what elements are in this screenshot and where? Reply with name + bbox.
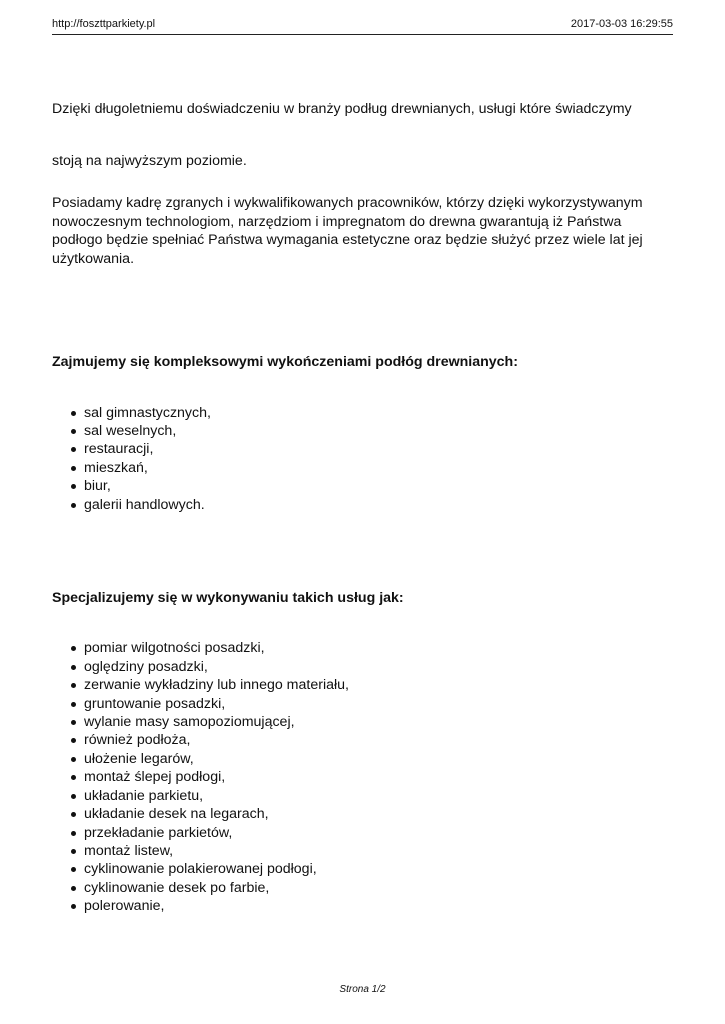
bullet-icon: [71, 757, 76, 762]
list-item: sal gimnastycznych,: [71, 404, 682, 422]
bullet-icon: [71, 886, 76, 891]
staff-paragraph-line: podłogo będzie spełniać Państwa wymagania estetyczne oraz będzie służyć przez wiele lat jej: [52, 232, 643, 248]
list-item: cyklinowanie polakierowanej podłogi,: [71, 860, 682, 878]
bullet-icon: [71, 503, 76, 508]
list-item: pomiar wilgotności posadzki,: [71, 639, 682, 657]
intro-paragraph-continued: stoją na najwyższym poziomie.: [52, 152, 247, 169]
bullet-icon: [71, 812, 76, 817]
list-item: cyklinowanie desek po farbie,: [71, 879, 682, 897]
list-item: ułożenie legarów,: [71, 750, 682, 768]
list-item: układanie parkietu,: [71, 787, 682, 805]
staff-paragraph-line: nowoczesnym technologiom, narzędziom i impregnatom do drewna gwarantują iż Państwa: [52, 213, 622, 230]
list-item: galerii handlowych.: [71, 496, 682, 514]
list-item: układanie desek na legarach,: [71, 805, 682, 823]
bullet-icon: [71, 794, 76, 799]
header-timestamp: 2017-03-03 16:29:55: [570, 18, 673, 30]
staff-paragraph: [52, 194, 682, 268]
bullet-icon: [71, 831, 76, 836]
staff-paragraph-line: użytkowania.: [52, 250, 135, 267]
bullet-icon: [71, 665, 76, 670]
list-item: mieszkań,: [71, 459, 682, 477]
list-item: również podłoża,: [71, 731, 682, 749]
header-url: http://foszttparkiety.pl: [52, 18, 156, 30]
list-item: wylanie masy samopoziomującej,: [71, 713, 682, 731]
bullet-icon: [71, 429, 76, 434]
section-heading-services: Specjalizujemy się w wykonywaniu takich usług jak:: [52, 589, 404, 606]
list-item: montaż listew,: [71, 842, 682, 860]
staff-paragraph-line: Posiadamy kadrę zgranych i wykwalifikowanych pracowników, którzy dzięki wykorzystywanym: [52, 195, 643, 211]
section-heading-finishing: Zajmujemy się kompleksowymi wykończeniami podłóg drewnianych:: [52, 354, 518, 370]
list-item: polerowanie,: [71, 897, 682, 915]
bullet-icon: [71, 466, 76, 471]
list-item: sal weselnych,: [71, 422, 682, 440]
bullet-icon: [71, 849, 76, 854]
list-item: gruntowanie posadzki,: [71, 695, 682, 713]
intro-paragraph: Dzięki długoletniemu doświadczeniu w branży podług drewnianych, usługi które świadczymy: [52, 101, 632, 117]
bullet-icon: [71, 411, 76, 416]
bullet-icon: [71, 867, 76, 872]
bullet-icon: [71, 775, 76, 780]
list-item: restauracji,: [71, 440, 682, 458]
document-body: [52, 100, 682, 916]
bullet-icon: [71, 683, 76, 688]
bullet-icon: [71, 702, 76, 707]
finishing-list: [52, 404, 682, 514]
page-header: [52, 16, 673, 35]
bullet-icon: [71, 646, 76, 651]
bullet-icon: [71, 484, 76, 489]
list-item: biur,: [71, 477, 682, 495]
bullet-icon: [71, 904, 76, 909]
list-item: montaż ślepej podłogi,: [71, 768, 682, 786]
bullet-icon: [71, 447, 76, 452]
page-number: Strona 1/2: [339, 984, 386, 995]
list-item: przekładanie parkietów,: [71, 824, 682, 842]
list-item: oględziny posadzki,: [71, 658, 682, 676]
page-footer: [0, 984, 725, 995]
list-item: zerwanie wykładziny lub innego materiału,: [71, 676, 682, 694]
bullet-icon: [71, 720, 76, 725]
bullet-icon: [71, 738, 76, 743]
services-list: [52, 639, 682, 915]
